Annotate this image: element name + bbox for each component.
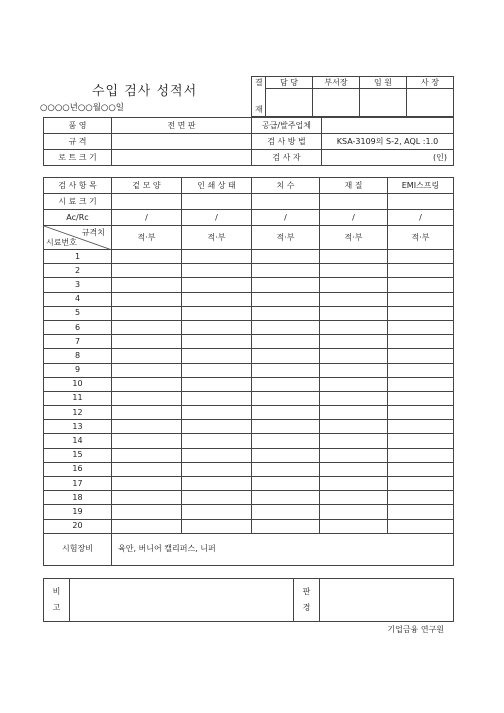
sample-size-cell[interactable]	[112, 194, 182, 210]
result-cell[interactable]	[182, 377, 252, 391]
result-cell[interactable]	[388, 462, 454, 476]
inspection-grid	[43, 177, 454, 566]
judge-header: 적·부	[388, 226, 454, 250]
sample-size-cell[interactable]	[182, 194, 252, 210]
sample-number: 11	[44, 391, 112, 405]
table-row	[44, 477, 454, 491]
result-cell[interactable]	[320, 306, 388, 320]
judge-header: 적·부	[182, 226, 252, 250]
sample-number: 9	[44, 363, 112, 377]
table-row	[44, 448, 454, 462]
result-cell[interactable]	[320, 448, 388, 462]
item-emi-spring: EMI스프링	[388, 178, 454, 194]
result-cell[interactable]	[182, 462, 252, 476]
result-cell[interactable]	[320, 264, 388, 278]
result-cell[interactable]	[182, 434, 252, 448]
result-cell[interactable]	[320, 477, 388, 491]
table-row	[44, 377, 454, 391]
result-cell[interactable]	[388, 335, 454, 349]
table-row	[44, 306, 454, 320]
judgement-label-cell	[294, 579, 320, 622]
lot-value[interactable]	[112, 150, 252, 166]
result-cell[interactable]	[112, 320, 182, 334]
result-cell[interactable]	[252, 491, 320, 505]
result-cell[interactable]	[182, 335, 252, 349]
result-cell[interactable]	[388, 477, 454, 491]
item-material: 재 질	[320, 178, 388, 194]
result-cell[interactable]	[252, 519, 320, 533]
remarks-bi: 비	[52, 587, 61, 596]
result-cell[interactable]	[320, 320, 388, 334]
acrc-label: Ac/Rc	[44, 210, 112, 226]
page-title: 수입 검사 성적서	[92, 84, 198, 99]
result-cell[interactable]	[252, 377, 320, 391]
info-table	[43, 117, 454, 166]
result-cell[interactable]	[182, 491, 252, 505]
approval-jae-label: 재	[255, 105, 263, 114]
result-cell[interactable]	[182, 477, 252, 491]
result-cell[interactable]	[320, 391, 388, 405]
result-cell[interactable]	[252, 406, 320, 420]
sample-size-label: 시 료 크 기	[44, 194, 112, 210]
result-cell[interactable]	[388, 434, 454, 448]
table-row	[44, 250, 454, 264]
result-cell[interactable]	[182, 278, 252, 292]
result-cell[interactable]	[112, 477, 182, 491]
acrc-cell[interactable]: /	[388, 210, 454, 226]
table-row	[44, 462, 454, 476]
judgement-value[interactable]	[320, 579, 454, 622]
approval-sign-president[interactable]	[407, 89, 454, 117]
sample-number: 20	[44, 519, 112, 533]
result-cell[interactable]	[112, 377, 182, 391]
result-cell[interactable]	[320, 491, 388, 505]
result-cell[interactable]	[112, 406, 182, 420]
result-cell[interactable]	[252, 250, 320, 264]
result-cell[interactable]	[112, 434, 182, 448]
table-row	[44, 264, 454, 278]
result-cell[interactable]	[320, 335, 388, 349]
result-cell[interactable]	[388, 363, 454, 377]
result-cell[interactable]	[388, 448, 454, 462]
result-cell[interactable]	[112, 335, 182, 349]
result-cell[interactable]	[320, 250, 388, 264]
remarks-label-cell	[44, 579, 70, 622]
approval-gyeol-label: 결	[255, 78, 263, 87]
sample-number: 3	[44, 278, 112, 292]
sample-number: 6	[44, 320, 112, 334]
result-cell[interactable]	[112, 306, 182, 320]
result-cell[interactable]	[252, 278, 320, 292]
sample-number: 7	[44, 335, 112, 349]
result-cell[interactable]	[182, 250, 252, 264]
result-cell[interactable]	[320, 292, 388, 306]
table-row	[44, 278, 454, 292]
result-cell[interactable]	[388, 278, 454, 292]
judge-header: 적·부	[252, 226, 320, 250]
result-cell[interactable]	[252, 320, 320, 334]
result-cell[interactable]	[320, 377, 388, 391]
result-cell[interactable]	[388, 320, 454, 334]
supplier-value[interactable]	[322, 118, 454, 134]
table-row	[44, 505, 454, 519]
inspector-label: 검 사 자	[252, 150, 322, 166]
result-cell[interactable]	[252, 349, 320, 363]
result-cell[interactable]	[252, 264, 320, 278]
result-cell[interactable]	[182, 391, 252, 405]
table-row	[44, 519, 454, 533]
acrc-cell[interactable]: /	[112, 210, 182, 226]
sample-number: 2	[44, 264, 112, 278]
sample-number: 18	[44, 491, 112, 505]
result-cell[interactable]	[182, 519, 252, 533]
table-row	[44, 434, 454, 448]
diag-sample-label: 시료번호	[46, 238, 77, 247]
approval-sign-manager[interactable]	[313, 89, 360, 117]
result-cell[interactable]	[320, 349, 388, 363]
approval-role-staff: 담 당	[266, 77, 313, 89]
sample-number: 4	[44, 292, 112, 306]
result-cell[interactable]	[112, 420, 182, 434]
method-value[interactable]: KSA-3109의 S-2, AQL :1.0	[322, 134, 454, 150]
diag-spec-label: 규격치	[81, 228, 105, 237]
sample-number: 1	[44, 250, 112, 264]
result-cell[interactable]	[388, 391, 454, 405]
result-cell[interactable]	[112, 349, 182, 363]
result-cell[interactable]	[182, 406, 252, 420]
result-cell[interactable]	[252, 335, 320, 349]
item-print-state: 인 쇄 상 태	[182, 178, 252, 194]
inspector-seal[interactable]: (인)	[322, 150, 454, 166]
result-cell[interactable]	[388, 377, 454, 391]
result-cell[interactable]	[388, 420, 454, 434]
spec-label: 규 격	[44, 134, 112, 150]
acrc-cell[interactable]: /	[320, 210, 388, 226]
remarks-go: 고	[52, 603, 61, 612]
supplier-label: 공급/발주업체	[252, 118, 322, 134]
result-cell[interactable]	[112, 278, 182, 292]
lot-label: 로 트 크 기	[44, 150, 112, 166]
result-cell[interactable]	[252, 391, 320, 405]
result-cell[interactable]	[388, 505, 454, 519]
result-cell[interactable]	[252, 448, 320, 462]
item-dimension: 치 수	[252, 178, 320, 194]
sample-number: 15	[44, 448, 112, 462]
table-row	[44, 292, 454, 306]
result-cell[interactable]	[112, 391, 182, 405]
item-header: 검 사 항 목	[44, 178, 112, 194]
acrc-cell[interactable]: /	[252, 210, 320, 226]
footer-organization: 기업금융 연구원	[387, 625, 444, 634]
approval-table	[251, 76, 454, 117]
result-cell[interactable]	[182, 363, 252, 377]
sample-number: 8	[44, 349, 112, 363]
result-cell[interactable]	[252, 292, 320, 306]
result-cell[interactable]	[182, 448, 252, 462]
result-cell[interactable]	[112, 462, 182, 476]
judgement-gyeong: 경	[302, 603, 311, 612]
result-cell[interactable]	[182, 420, 252, 434]
sample-size-cell[interactable]	[320, 194, 388, 210]
result-cell[interactable]	[388, 519, 454, 533]
table-row	[44, 406, 454, 420]
result-cell[interactable]	[252, 420, 320, 434]
result-cell[interactable]	[112, 519, 182, 533]
judgement-pan: 판	[302, 587, 311, 596]
result-cell[interactable]	[252, 462, 320, 476]
result-cell[interactable]	[252, 505, 320, 519]
result-cell[interactable]	[182, 292, 252, 306]
result-cell[interactable]	[388, 264, 454, 278]
result-cell[interactable]	[182, 505, 252, 519]
sample-number: 5	[44, 306, 112, 320]
result-cell[interactable]	[252, 363, 320, 377]
table-row	[44, 335, 454, 349]
table-row	[44, 363, 454, 377]
equipment-label: 시험장비	[44, 533, 112, 565]
judge-header: 적·부	[112, 226, 182, 250]
acrc-cell[interactable]: /	[182, 210, 252, 226]
result-cell[interactable]	[320, 406, 388, 420]
sample-number: 14	[44, 434, 112, 448]
table-row	[44, 391, 454, 405]
result-cell[interactable]	[182, 349, 252, 363]
result-cell[interactable]	[320, 462, 388, 476]
sample-number: 10	[44, 377, 112, 391]
sample-size-cell[interactable]	[388, 194, 454, 210]
spec-sample-diagonal-cell	[44, 226, 112, 250]
method-label: 검 사 방 법	[252, 134, 322, 150]
sample-number: 13	[44, 420, 112, 434]
result-cell[interactable]	[112, 292, 182, 306]
sample-number: 17	[44, 477, 112, 491]
remarks-value[interactable]	[70, 579, 294, 622]
result-cell[interactable]	[112, 491, 182, 505]
result-cell[interactable]	[320, 519, 388, 533]
sample-number: 16	[44, 462, 112, 476]
result-cell[interactable]	[388, 292, 454, 306]
result-cell[interactable]	[252, 306, 320, 320]
sample-size-cell[interactable]	[252, 194, 320, 210]
result-cell[interactable]	[112, 505, 182, 519]
approval-role-manager: 부서장	[313, 77, 360, 89]
remarks-table	[43, 578, 454, 622]
product-value[interactable]: 전 면 판	[112, 118, 252, 134]
item-appearance: 겉 모 양	[112, 178, 182, 194]
sample-rows	[44, 250, 454, 534]
approval-sign-executive[interactable]	[360, 89, 407, 117]
table-row	[44, 491, 454, 505]
result-cell[interactable]	[388, 406, 454, 420]
document-date: ○○○○년○○월○○일	[40, 103, 124, 113]
result-cell[interactable]	[320, 505, 388, 519]
table-row	[44, 420, 454, 434]
result-cell[interactable]	[182, 306, 252, 320]
result-cell[interactable]	[388, 491, 454, 505]
result-cell[interactable]	[182, 264, 252, 278]
result-cell[interactable]	[112, 448, 182, 462]
result-cell[interactable]	[252, 434, 320, 448]
approval-gyeol-cell	[252, 77, 266, 117]
result-cell[interactable]	[112, 250, 182, 264]
product-label: 품 영	[44, 118, 112, 134]
result-cell[interactable]	[388, 250, 454, 264]
result-cell[interactable]	[112, 264, 182, 278]
equipment-value[interactable]: 육안, 버니어 캘리퍼스, 니퍼	[112, 533, 454, 565]
result-cell[interactable]	[320, 363, 388, 377]
table-row	[44, 349, 454, 363]
result-cell[interactable]	[388, 349, 454, 363]
result-cell[interactable]	[320, 434, 388, 448]
sample-number: 19	[44, 505, 112, 519]
result-cell[interactable]	[112, 363, 182, 377]
result-cell[interactable]	[320, 278, 388, 292]
approval-role-president: 사 장	[407, 77, 454, 89]
spec-value[interactable]	[112, 134, 252, 150]
sample-number: 12	[44, 406, 112, 420]
approval-sign-staff[interactable]	[266, 89, 313, 117]
result-cell[interactable]	[320, 420, 388, 434]
approval-role-executive: 임 원	[360, 77, 407, 89]
result-cell[interactable]	[252, 477, 320, 491]
result-cell[interactable]	[388, 306, 454, 320]
result-cell[interactable]	[182, 320, 252, 334]
judge-header: 적·부	[320, 226, 388, 250]
table-row	[44, 320, 454, 334]
